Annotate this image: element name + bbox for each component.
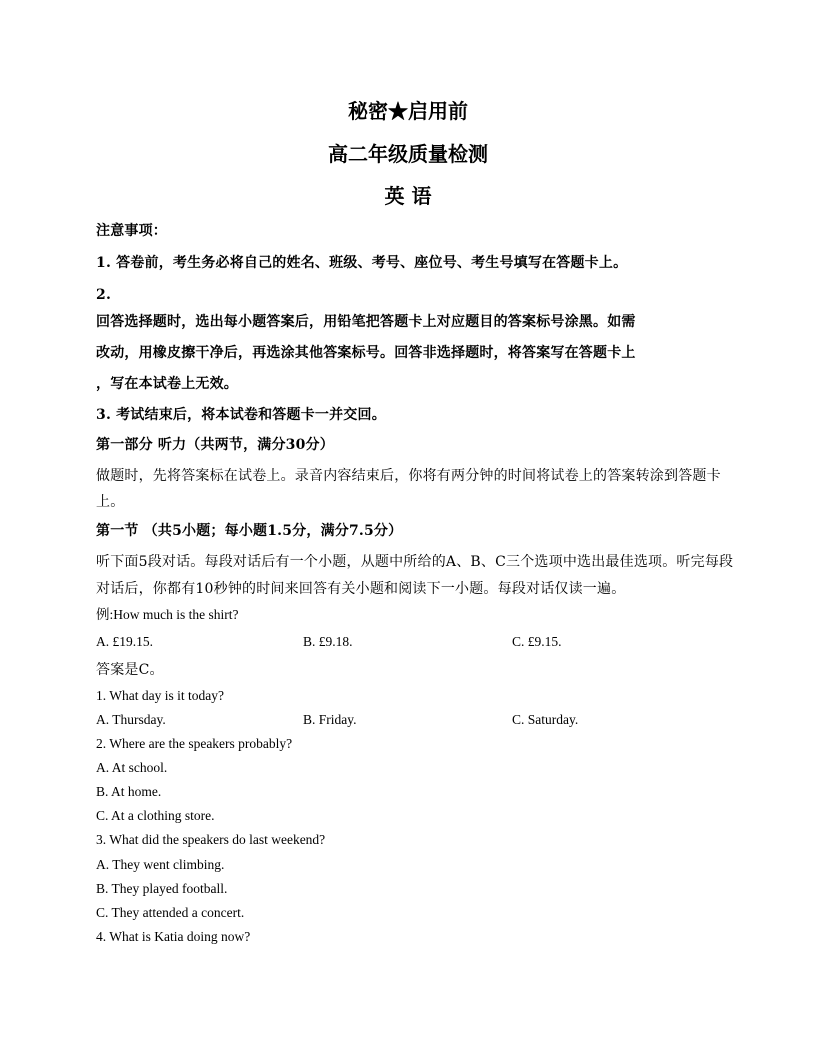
- notes-heading: 注意事项：: [96, 223, 167, 239]
- question-1-stem: 1. What day is it today?: [96, 688, 224, 703]
- subject-title: 英 语: [384, 184, 432, 208]
- question-1-option-a: A. Thursday.: [96, 712, 166, 727]
- part1-instruction-line-2: 上。: [96, 494, 125, 510]
- note-item-3: 3. 考试结束后，将本试卷和答题卡一并交回。: [96, 407, 386, 423]
- section1-heading: 第一节 （共5小题；每小题1.5分，满分7.5分）: [96, 523, 403, 539]
- example-option-b: B. £9.18.: [303, 634, 353, 649]
- question-4-stem: 4. What is Katia doing now?: [96, 929, 251, 944]
- question-2-stem: 2. Where are the speakers probably?: [96, 736, 293, 751]
- example-option-c: C. £9.15.: [512, 634, 562, 649]
- section1-instruction-line-2: 对话后，你都有10秒钟的时间来回答有关小题和阅读下一小题。每段对话仅读一遍。: [96, 581, 626, 597]
- note-item-2-line-1: 回答选择题时，选出每小题答案后，用铅笔把答题卡上对应题目的答案标号涂黑。如需: [96, 314, 636, 330]
- note-item-2-line-3: ，写在本试卷上无效。: [96, 376, 238, 392]
- exam-title: 高二年级质量检测: [328, 142, 488, 166]
- question-2-option-c: C. At a clothing store.: [96, 808, 215, 823]
- note-item-1: 1. 答卷前，考生务必将自己的姓名、班级、考号、座位号、考生号填写在答题卡上。: [96, 255, 628, 271]
- example-option-a: A. £19.15.: [96, 634, 153, 649]
- question-2-option-a: A. At school.: [96, 760, 168, 775]
- question-3-option-c: C. They attended a concert.: [96, 905, 245, 920]
- confidential-label: 秘密★启用前: [348, 99, 468, 123]
- question-3-option-b: B. They played football.: [96, 881, 228, 896]
- question-3-option-a: A. They went climbing.: [96, 857, 225, 872]
- note-item-2-number: 2.: [96, 287, 112, 303]
- section1-instruction-line-1: 听下面5段对话。每段对话后有一个小题，从题中所给的A、B、C三个选项中选出最佳选项。听完每段: [96, 554, 734, 570]
- example-question: 例:How much is the shirt?: [96, 607, 239, 622]
- note-item-2-line-2: 改动，用橡皮擦干净后，再选涂其他答案标号。回答非选择题时，将答案写在答题卡上: [96, 345, 636, 361]
- question-3-stem: 3. What did the speakers do last weekend?: [96, 832, 326, 847]
- question-1-option-b: B. Friday.: [303, 712, 357, 727]
- part1-heading: 第一部分 听力（共两节，满分30分）: [96, 437, 334, 453]
- question-2-option-b: B. At home.: [96, 784, 162, 799]
- part1-instruction-line-1: 做题时，先将答案标在试卷上。录音内容结束后，你将有两分钟的时间将试卷上的答案转涂到答题卡: [96, 468, 721, 484]
- question-1-option-c: C. Saturday.: [512, 712, 579, 727]
- example-answer: 答案是C。: [96, 662, 164, 678]
